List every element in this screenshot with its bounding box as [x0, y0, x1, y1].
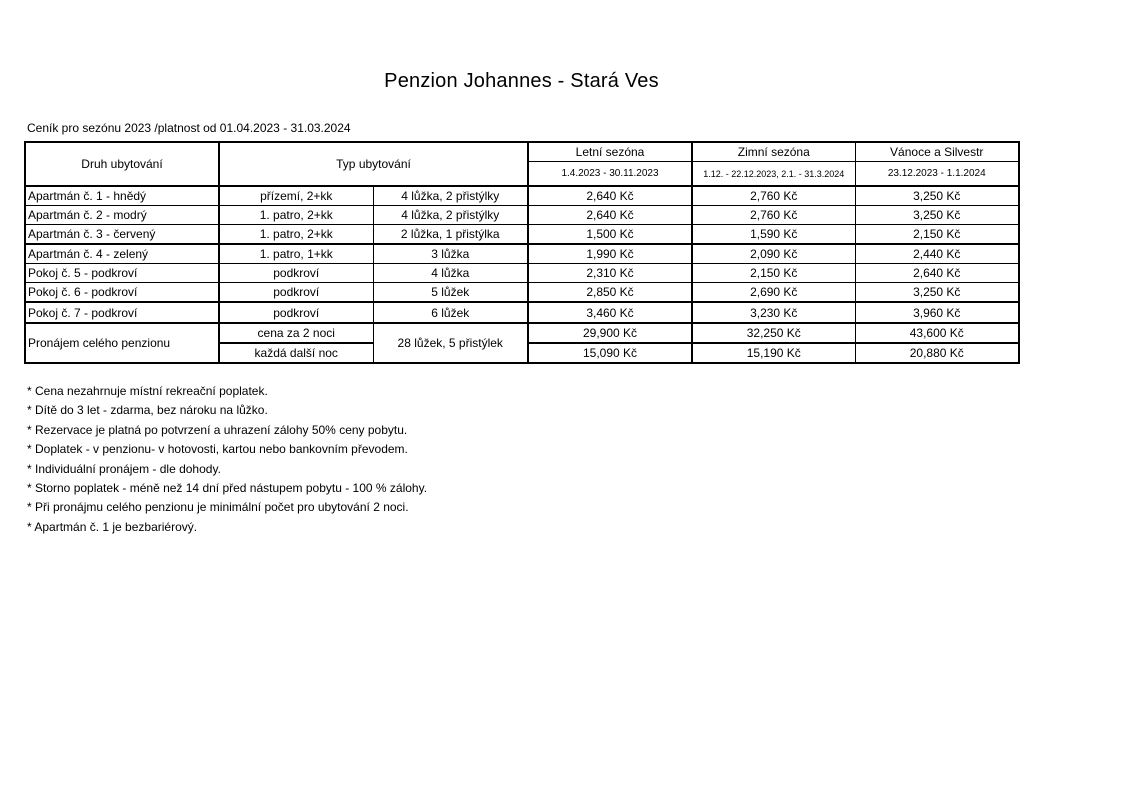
table-row: [25, 302, 1019, 323]
note-item: * Apartmán č. 1 je bezbariérový.: [27, 519, 198, 534]
cell-winter-price: 2,760 Kč: [692, 186, 855, 206]
header-season-summer: Letní sezóna: [528, 142, 692, 162]
cell-winter-price: 2,690 Kč: [692, 283, 855, 303]
cell-summer-price: 2,310 Kč: [528, 264, 692, 283]
cell-summer-price: 2,640 Kč: [528, 186, 692, 206]
cell-druh: Apartmán č. 4 - zelený: [25, 244, 219, 264]
cell-xmas-price: 3,250 Kč: [855, 283, 1019, 303]
cell-typ-extra-night: každá další noc: [219, 343, 373, 363]
header-row-1: [25, 142, 1019, 162]
cell-summer-price: 15,090 Kč: [528, 343, 692, 363]
table-row: [25, 283, 1019, 303]
cell-typ: podkroví: [219, 283, 373, 303]
page-title: Penzion Johannes - Stará Ves: [384, 70, 659, 92]
cell-beds-whole: 28 lůžek, 5 přistýlek: [373, 323, 528, 363]
cell-winter-price: 32,250 Kč: [692, 323, 855, 343]
note-item: * Při pronájmu celého penzionu je minimální počet pro ubytování 2 noci.: [27, 500, 409, 515]
note-item: * Doplatek - v penzionu- v hotovosti, kartou nebo bankovním převodem.: [27, 442, 408, 457]
table-row: [25, 186, 1019, 206]
header-season-xmas: Vánoce a Silvestr: [855, 142, 1019, 162]
cell-typ: přízemí, 2+kk: [219, 186, 373, 206]
cell-summer-price: 2,850 Kč: [528, 283, 692, 303]
note-item: * Rezervace je platná po potvrzení a uhrazení zálohy 50% ceny pobytu.: [27, 422, 408, 437]
cell-xmas-price: 43,600 Kč: [855, 323, 1019, 343]
note-item: * Dítě do 3 let - zdarma, bez nároku na lůžko.: [27, 403, 268, 418]
cell-summer-price: 1,990 Kč: [528, 244, 692, 264]
cell-druh-whole: Pronájem celého penzionu: [25, 323, 219, 363]
cell-beds: 3 lůžka: [373, 244, 528, 264]
header-druh: Druh ubytování: [25, 142, 219, 186]
cell-winter-price: 15,190 Kč: [692, 343, 855, 363]
cell-druh: Apartmán č. 2 - modrý: [25, 206, 219, 225]
cell-winter-price: 2,090 Kč: [692, 244, 855, 264]
cell-summer-price: 3,460 Kč: [528, 302, 692, 323]
note-item: * Storno poplatek - méně než 14 dní před nástupem pobytu - 100 % zálohy.: [27, 481, 428, 496]
cell-beds: 6 lůžek: [373, 302, 528, 323]
cell-winter-price: 2,150 Kč: [692, 264, 855, 283]
header-dates-winter: 1.12. - 22.12.2023, 2.1. - 31.3.2024: [692, 162, 855, 186]
note-item: * Cena nezahrnuje místní rekreační poplatek.: [27, 384, 268, 398]
cell-typ-two-nights: cena za 2 noci: [219, 323, 373, 343]
cell-druh: Apartmán č. 1 - hnědý: [25, 186, 219, 206]
cell-winter-price: 1,590 Kč: [692, 225, 855, 245]
cell-typ: 1. patro, 1+kk: [219, 244, 373, 264]
cell-druh: Pokoj č. 5 - podkroví: [25, 264, 219, 283]
cell-xmas-price: 3,960 Kč: [855, 302, 1019, 323]
table-row: [25, 264, 1019, 283]
cell-xmas-price: 20,880 Kč: [855, 343, 1019, 363]
table-row: [25, 225, 1019, 245]
cell-beds: 4 lůžka: [373, 264, 528, 283]
cell-winter-price: 2,760 Kč: [692, 206, 855, 225]
header-dates-summer: 1.4.2023 - 30.11.2023: [528, 162, 692, 186]
pricelist-subtitle: Ceník pro sezónu 2023 /platnost od 01.04.2023 - 31.03.2024: [27, 121, 351, 135]
cell-summer-price: 1,500 Kč: [528, 225, 692, 245]
note-item: * Individuální pronájem - dle dohody.: [27, 461, 221, 476]
table-row: [25, 244, 1019, 264]
header-season-winter: Zimní sezóna: [692, 142, 855, 162]
cell-summer-price: 2,640 Kč: [528, 206, 692, 225]
cell-xmas-price: 3,250 Kč: [855, 186, 1019, 206]
cell-typ: 1. patro, 2+kk: [219, 225, 373, 245]
cell-druh: Pokoj č. 6 - podkroví: [25, 283, 219, 303]
cell-xmas-price: 2,640 Kč: [855, 264, 1019, 283]
cell-beds: 4 lůžka, 2 přistýlky: [373, 206, 528, 225]
table-row-whole-penzion: [25, 323, 1019, 343]
notes-list: [27, 382, 427, 537]
header-dates-xmas: 23.12.2023 - 1.1.2024: [855, 162, 1019, 186]
cell-xmas-price: 2,440 Kč: [855, 244, 1019, 264]
cell-druh: Pokoj č. 7 - podkroví: [25, 302, 219, 323]
cell-druh: Apartmán č. 3 - červený: [25, 225, 219, 245]
cell-xmas-price: 3,250 Kč: [855, 206, 1019, 225]
cell-typ: podkroví: [219, 302, 373, 323]
cell-beds: 2 lůžka, 1 přistýlka: [373, 225, 528, 245]
cell-xmas-price: 2,150 Kč: [855, 225, 1019, 245]
cell-typ: podkroví: [219, 264, 373, 283]
cell-beds: 5 lůžek: [373, 283, 528, 303]
cell-typ: 1. patro, 2+kk: [219, 206, 373, 225]
cell-summer-price: 29,900 Kč: [528, 323, 692, 343]
cell-beds: 4 lůžka, 2 přistýlky: [373, 186, 528, 206]
header-typ: Typ ubytování: [219, 142, 528, 186]
price-table: [24, 141, 1020, 364]
table-row: [25, 206, 1019, 225]
cell-winter-price: 3,230 Kč: [692, 302, 855, 323]
